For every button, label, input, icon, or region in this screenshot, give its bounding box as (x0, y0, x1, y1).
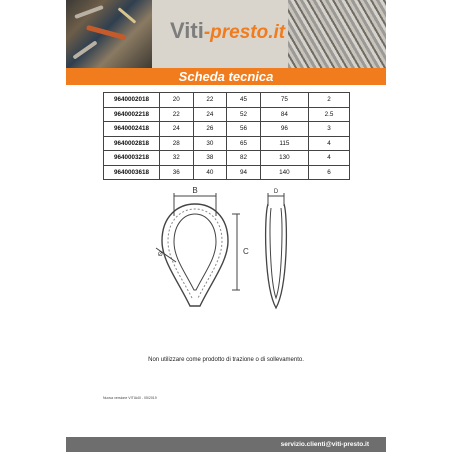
brand-logo (170, 18, 285, 44)
table-cell: 2 (309, 93, 350, 108)
table-cell-code: 9640002818 (104, 136, 160, 151)
table-cell: 30 (193, 136, 227, 151)
table-cell: 130 (260, 151, 308, 166)
table-cell: 45 (227, 93, 261, 108)
table-cell: 38 (193, 151, 227, 166)
table-cell: 52 (227, 107, 261, 122)
table-cell: 40 (193, 165, 227, 180)
table-cell: 26 (193, 122, 227, 137)
support-email-link[interactable]: servizio.clienti@viti-presto.it (280, 441, 369, 448)
table-cell: 94 (227, 165, 261, 180)
table-cell: 4 (309, 136, 350, 151)
screws-photo (288, 0, 386, 68)
tools-photo (66, 0, 152, 68)
table-cell: 32 (160, 151, 194, 166)
thimble-drawing (160, 186, 310, 316)
table-row (104, 107, 350, 122)
table-cell: 65 (227, 136, 261, 151)
spec-table (103, 92, 350, 180)
table-cell: 28 (160, 136, 194, 151)
table-cell: 2.5 (309, 107, 350, 122)
version-note: Nuova versione VITIA40 - 05/2019 (103, 396, 157, 400)
table-row (104, 93, 350, 108)
table-cell-code: 9640003618 (104, 165, 160, 180)
table-cell: 20 (160, 93, 194, 108)
table-cell: 82 (227, 151, 261, 166)
page-title: Scheda tecnica (178, 69, 274, 84)
table-cell: 22 (193, 93, 227, 108)
table-row (104, 122, 350, 137)
table-row (104, 165, 350, 180)
table-cell: 3 (309, 122, 350, 137)
table-cell: 56 (227, 122, 261, 137)
table-cell: 140 (260, 165, 308, 180)
table-cell: 22 (160, 107, 194, 122)
table-cell: 6 (309, 165, 350, 180)
label-c: C (243, 247, 249, 256)
footer-bar (66, 437, 386, 452)
label-d: D (273, 189, 279, 195)
table-cell: 96 (260, 122, 308, 137)
header-banner (66, 0, 386, 68)
table-cell: 24 (160, 122, 194, 137)
logo-part-presto: -presto.it (203, 22, 286, 43)
usage-warning: Non utilizzare come prodotto di trazione o di sollevamento. (148, 357, 304, 363)
table-cell: 75 (260, 93, 308, 108)
label-b: B (192, 186, 198, 195)
section-banner (66, 68, 386, 85)
table-cell: 84 (260, 107, 308, 122)
document-page (66, 0, 386, 452)
table-cell-code: 9640003218 (104, 151, 160, 166)
table-cell-code: 9640002218 (104, 107, 160, 122)
logo-part-viti: Viti (170, 18, 204, 43)
table-cell-code: 9640002418 (104, 122, 160, 137)
table-cell: 115 (260, 136, 308, 151)
table-row (104, 151, 350, 166)
table-cell-code: 9640002018 (104, 93, 160, 108)
label-diameter: Ø (158, 252, 163, 258)
table-cell: 24 (193, 107, 227, 122)
table-cell: 36 (160, 165, 194, 180)
table-row (104, 136, 350, 151)
table-cell: 4 (309, 151, 350, 166)
technical-drawing-svg (160, 186, 310, 316)
